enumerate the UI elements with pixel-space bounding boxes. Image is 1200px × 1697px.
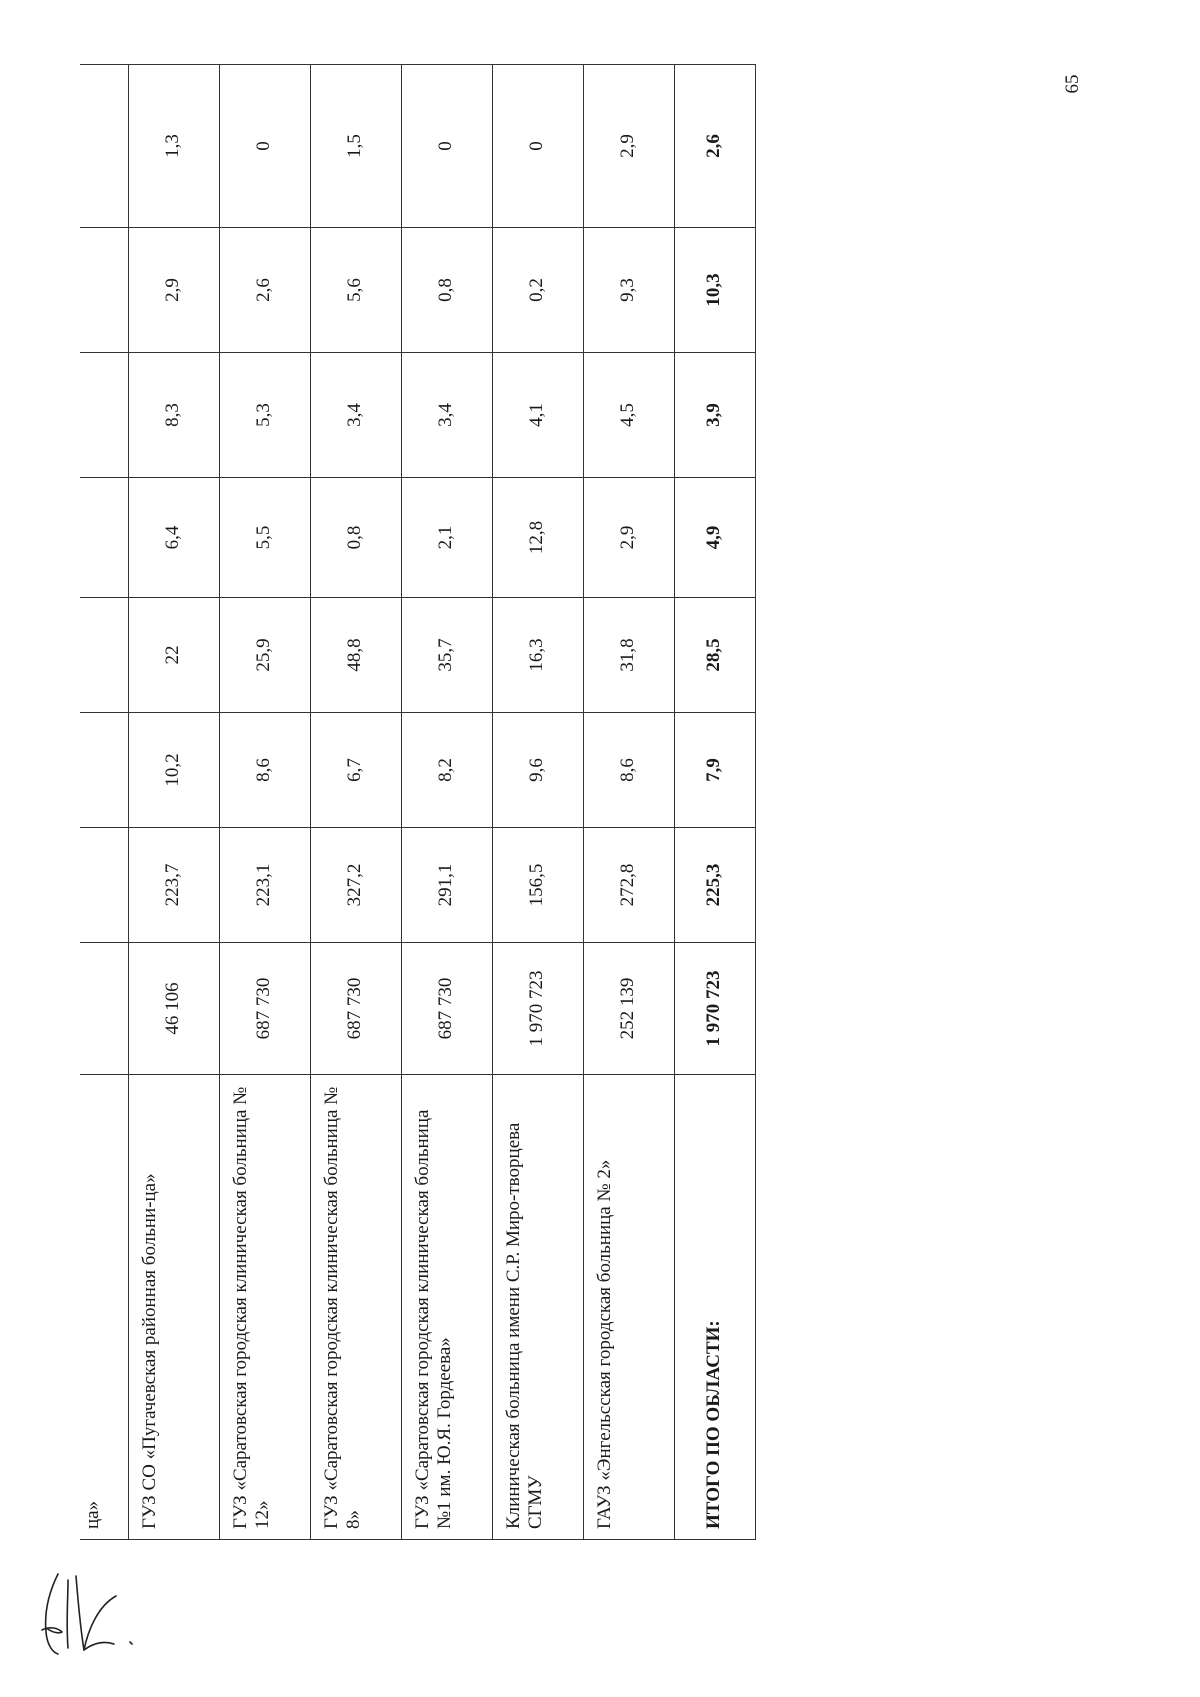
value-cell: 3,4 bbox=[401, 353, 492, 478]
value-cell bbox=[80, 478, 128, 598]
page-number: 65 bbox=[1062, 74, 1083, 94]
value-cell: 252 139 bbox=[583, 943, 674, 1075]
total-value-cell: 1 970 723 bbox=[674, 943, 755, 1075]
value-cell: 2,9 bbox=[128, 228, 219, 353]
value-cell: 223,1 bbox=[219, 828, 310, 943]
value-cell: 9,6 bbox=[492, 713, 583, 828]
value-cell: 0,8 bbox=[310, 478, 401, 598]
value-cell: 1,3 bbox=[128, 65, 219, 228]
value-cell: 6,4 bbox=[128, 478, 219, 598]
table-row bbox=[492, 65, 583, 1540]
row-name-cell: ГУЗ СО «Пугачевская районная больни-ца» bbox=[128, 1075, 219, 1540]
total-value-cell: 4,9 bbox=[674, 478, 755, 598]
value-cell: 0 bbox=[219, 65, 310, 228]
value-cell: 2,9 bbox=[583, 65, 674, 228]
table-row bbox=[401, 65, 492, 1540]
value-cell: 2,6 bbox=[219, 228, 310, 353]
row-name-cell: ца» bbox=[80, 1075, 128, 1540]
row-name-cell: Клиническая больница имени С.Р. Миро-творцева СГМУ bbox=[492, 1075, 583, 1540]
value-cell: 5,6 bbox=[310, 228, 401, 353]
value-cell: 1,5 bbox=[310, 65, 401, 228]
total-value-cell: 28,5 bbox=[674, 598, 755, 713]
row-name-cell: ГУЗ «Саратовская городская клиническая больница № 8» bbox=[310, 1075, 401, 1540]
value-cell: 687 730 bbox=[401, 943, 492, 1075]
total-value-cell: 10,3 bbox=[674, 228, 755, 353]
total-value-cell: 225,3 bbox=[674, 828, 755, 943]
value-cell: 5,5 bbox=[219, 478, 310, 598]
value-cell bbox=[80, 228, 128, 353]
total-label-cell: ИТОГО ПО ОБЛАСТИ: bbox=[674, 1075, 755, 1540]
value-cell: 0 bbox=[492, 65, 583, 228]
value-cell: 8,6 bbox=[219, 713, 310, 828]
value-cell bbox=[80, 943, 128, 1075]
value-cell: 16,3 bbox=[492, 598, 583, 713]
table-body bbox=[80, 65, 755, 1540]
value-cell: 687 730 bbox=[219, 943, 310, 1075]
value-cell: 8,3 bbox=[128, 353, 219, 478]
value-cell bbox=[80, 65, 128, 228]
value-cell bbox=[80, 598, 128, 713]
value-cell: 4,5 bbox=[583, 353, 674, 478]
value-cell: 25,9 bbox=[219, 598, 310, 713]
value-cell: 8,6 bbox=[583, 713, 674, 828]
row-name-cell: ГАУЗ «Энгельсская городская больница № 2» bbox=[583, 1075, 674, 1540]
value-cell bbox=[80, 828, 128, 943]
value-cell: 291,1 bbox=[401, 828, 492, 943]
row-name-cell: ГУЗ «Саратовская городская клиническая больница № 12» bbox=[219, 1075, 310, 1540]
value-cell: 0,8 bbox=[401, 228, 492, 353]
total-row bbox=[674, 65, 755, 1540]
value-cell: 327,2 bbox=[310, 828, 401, 943]
data-table-container bbox=[80, 65, 755, 1540]
value-cell: 9,3 bbox=[583, 228, 674, 353]
value-cell: 35,7 bbox=[401, 598, 492, 713]
total-value-cell: 3,9 bbox=[674, 353, 755, 478]
value-cell: 31,8 bbox=[583, 598, 674, 713]
value-cell: 223,7 bbox=[128, 828, 219, 943]
data-table bbox=[80, 64, 756, 1540]
table-row bbox=[310, 65, 401, 1540]
value-cell: 46 106 bbox=[128, 943, 219, 1075]
value-cell: 2,1 bbox=[401, 478, 492, 598]
table-row bbox=[219, 65, 310, 1540]
value-cell: 0,2 bbox=[492, 228, 583, 353]
total-value-cell: 7,9 bbox=[674, 713, 755, 828]
value-cell bbox=[80, 353, 128, 478]
value-cell: 4,1 bbox=[492, 353, 583, 478]
total-value-cell: 2,6 bbox=[674, 65, 755, 228]
value-cell: 156,5 bbox=[492, 828, 583, 943]
value-cell: 12,8 bbox=[492, 478, 583, 598]
value-cell: 6,7 bbox=[310, 713, 401, 828]
value-cell: 5,3 bbox=[219, 353, 310, 478]
table-row bbox=[583, 65, 674, 1540]
value-cell: 1 970 723 bbox=[492, 943, 583, 1075]
value-cell: 2,9 bbox=[583, 478, 674, 598]
value-cell: 8,2 bbox=[401, 713, 492, 828]
value-cell: 3,4 bbox=[310, 353, 401, 478]
value-cell: 0 bbox=[401, 65, 492, 228]
handwritten-signature-icon bbox=[28, 1570, 138, 1660]
row-name-cell: ГУЗ «Саратовская городская клиническая больница №1 им. Ю.Я. Гордеева» bbox=[401, 1075, 492, 1540]
value-cell: 22 bbox=[128, 598, 219, 713]
table-row bbox=[128, 65, 219, 1540]
value-cell: 272,8 bbox=[583, 828, 674, 943]
value-cell: 48,8 bbox=[310, 598, 401, 713]
value-cell: 687 730 bbox=[310, 943, 401, 1075]
value-cell: 10,2 bbox=[128, 713, 219, 828]
table-row bbox=[80, 65, 128, 1540]
value-cell bbox=[80, 713, 128, 828]
